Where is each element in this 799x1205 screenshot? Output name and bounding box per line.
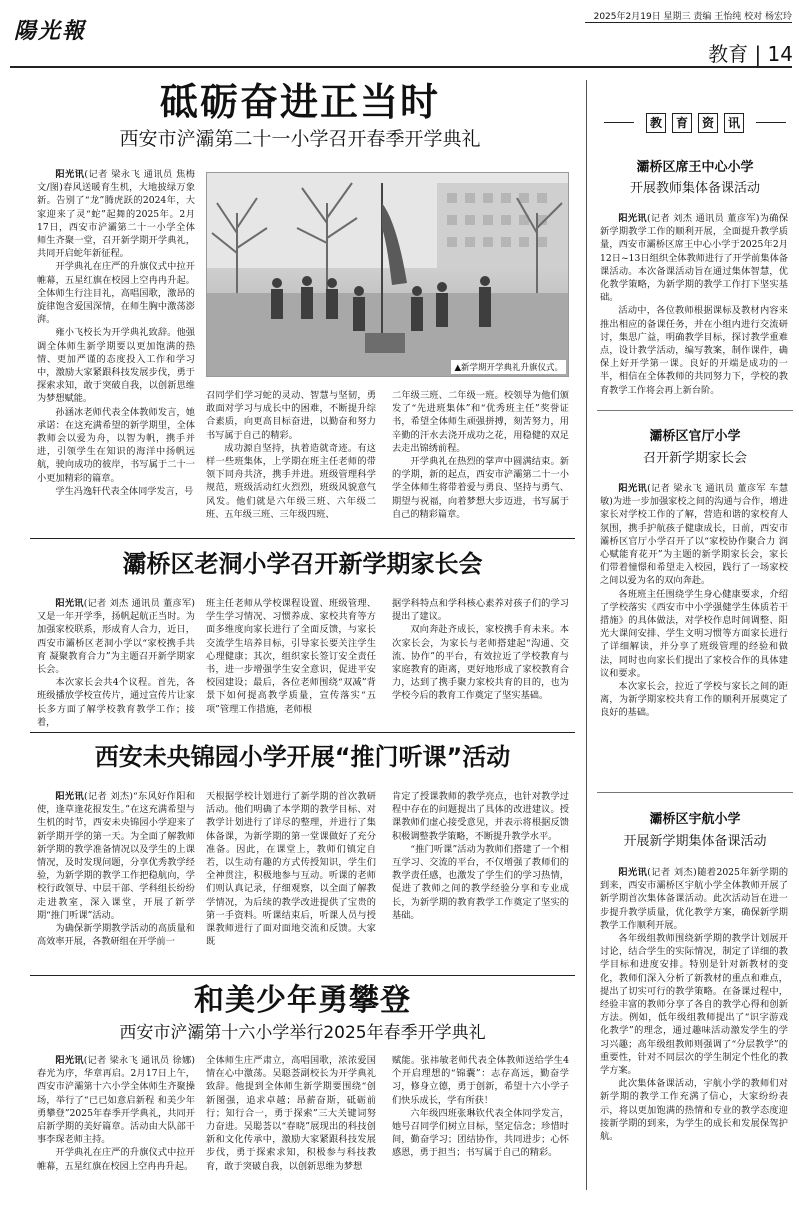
article3-para: 为确保新学期教学活动的高质量和高效率开展，各教研组在开学前一 [37,923,195,948]
main-article-col2 [206,389,376,521]
article2-para: 双向奔赴齐成长，家校携手育未来。本次家长会，为家长与老师搭建起“沟通、交流、协作”的平台，有效拉近了学校教育与家庭教育的距离，更好地形成了家校教育合力，达到了携手聚力家校共育的目的，也为学校今后的教育工作奠定了坚实基础。 [392,624,569,702]
article2-title: 灞桥区老洞小学召开新学期家长会 [122,550,483,578]
top-rule [10,66,792,68]
main-article-para: 雍小飞校长为开学典礼致辞。他强调全体师生新学期要以更加饱满的热情、更加严谨的态度投入工作和学习中，激励大家紧跟科技发展步伐，勇于探索求知，敢于突破自我，以创新思维为梦想赋能。 [37,327,195,405]
sidebar-item-subtitle: 开展教师集体备课活动 [629,181,760,196]
byline-note: (记者 梁永飞 通讯员 董彦军 车慧敏) [600,483,789,508]
section-label: 教育 | 14 [708,42,793,66]
byline-note: (记者 梁永飞 通讯员 徐娜) [83,1055,195,1066]
sidebar-header-char: 育 [672,113,692,133]
sidebar-item-body [600,212,788,397]
sidebar-divider [597,792,793,793]
article3-para: 阳光讯(记者 刘杰)“东风好作阳和使，逢草逢花报发生。”在这充满希望与生机的时节，西安未央锦园小学迎来了新学期开学的第一天。为全面了解教师新学期的教学准备情况以及学生的上课情况，及时发现问题，分享优秀教学经验，为新学期的教学工作把稳航向，学校行政领导、中层干部、学科组长纷纷走进教室，深入课堂，开展了新学期“推门听课”活动。 [37,791,196,921]
main-article-subtitle: 西安市浐灞第二十一小学召开春季开学典礼 [119,128,481,150]
main-article-para: 阳光讯(记者 梁永飞 通讯员 焦梅文/图)春风送暖育生机，大地披绿万象新。告别了“龙”腾虎跃的2024年，大家迎来了灵“蛇”起舞的2025年。2月17日，西安市浐灞第二十一小学全体师生齐聚一堂，召开新学期开学典礼，共同开启蛇年新征程。 [37,169,196,260]
byline: 阳光讯 [55,598,84,609]
main-article-para: 二年级三班、二年级一班。校领导为他们颁发了“先进班集体”和“优秀班主任”奖誉证书，希望全体师生顽强拼搏，刻苦努力，用辛勤的汗水去浇开成功之花，用稳健的双足去走出锦绣前程。 [392,390,569,454]
article3-col2 [206,790,376,948]
photo-caption: ▲新学期开学典礼升旗仪式。 [451,360,566,374]
article4-para: 全体师生庄严肃立，高唱国歌，浓浓爱国情在心中激荡。吴聪荟副校长为开学典礼致辞。他提到全体师生新学期要围绕“创新图强，追求卓越；昂薪奋斯，砥砺前行；知行合一，勇于探索”三大关键词努力奋进。吴聪荟以“春晓”展现出的科技创新和文化传承中，激励大家紧跟科技发展步伐，勇于探索求知，积极参与科技教育，敢于突破自我，以创新思维为梦想 [206,1055,376,1172]
byline: 阳光讯 [618,213,647,224]
sidebar-item-body [600,482,788,720]
article3-title: 西安未央锦园小学开展“推门听课”活动 [94,743,511,771]
sidebar-item-title: 灞桥区宇航小学 [649,812,741,827]
sidebar-para: 阳光讯(记者 梁永飞 通讯员 董彦军 车慧敏)为进一步加强家校之间的沟通与合作，增进家长对学校工作的了解，营造和谐的家校育人氛围，携手护航孩子健康成长，日前，西安市灞桥区官厅小学召开了以“家校协作聚合力 润心赋能育花开”为主题的新学期家长会，家长们带着憧憬和希望走入校园，践行了一场家校之间以爱为名的双向奔赴。 [600,483,789,587]
byline-note: (记者 刘杰) [647,867,697,878]
main-article-para: 成功源自坚持，执着造就奇迹。有这样一些班集体，上学期在班主任老师的带领下同舟共济，携手并进。班级管理科学规范，班级活动红火烈烈，班级风貌意气风发。他们就是六年级三班、六年级二班、五年级三班、三年级四班、 [206,442,376,520]
article2-col1 [37,597,195,729]
flag-ceremony-photo [206,172,569,377]
page-number: 14 [767,42,793,66]
sidebar-header-char: 讯 [724,113,744,133]
article4-col2 [206,1054,376,1173]
main-article-para: 开学典礼在庄严的升旗仪式中拉开帷幕，五星红旗在校园上空冉冉升起。全体师生行注目礼，高唱国歌，激昂的旋律饱含爱国深情，在师生胸中激荡澎湃。 [37,261,195,326]
article2-para: 班主任老师从学校课程设置、班级管理、学生学习情况、习惯养成、家校共育等方面多维度向家长进行了全面反馈，与家长交流学生培养目标，引导家长要关注学生心理健康；其次，组织家长签订安全责任书，进一步增强学生安全意识，促进平安校园建设；最后，各位老师围绕“双减”背景下如何提高教学质量，宣传落实“五项”管理工作措施，老师根 [206,598,376,715]
article4-para: 阳光讯(记者 梁永飞 通讯员 徐娜)春光为序，华章再启。2月17日上午，西安市浐灞第十六小学全体师生齐聚操场，举行了“已已如意启新程 和美少年勇攀登”2025年春季开学典礼，共同开启新学期的美好篇章。活动由大队部干事李琛老师主持。 [37,1055,195,1146]
column-divider [586,80,587,1190]
sidebar-item-subtitle: 开展新学期集体备课活动 [623,834,767,849]
article3-para: 天根据学校计划进行了新学期的首次教研活动。他们明确了本学期的教学目标、对教学计划进行了详尽的整理，并进行了集体备课，为新学期的第一堂课做好了充分准备。因此，在课堂上，教师们镇定自若，以生动有趣的方式传授知识，学生们全神贯注，积极地参与互动。听课的老师们则认真记录，仔细观察，以全面了解教学情况，为后续的教学改进提供了宝贵的第一手资料。听课结束后，听课人员与授课教师进行了面对面地交流和反馈。大家既 [206,791,376,948]
sidebar-header [597,112,793,133]
byline: 阳光讯 [55,1055,84,1066]
header-info: 2025年2月19日 星期三 责编 王怡纯 校对 杨宏玲 [593,12,792,22]
flag-ceremony-illustration [207,173,569,377]
sidebar-divider [597,410,793,411]
article3-col1 [37,790,195,948]
sidebar-para: 阳光讯(记者 刘杰 通讯员 董彦军)为确保新学期教学工作的顺利开展，全面提升教学质量，西安市灞桥区席王中心小学于2025年2月12日~13日组织全体教师进行了开学前集体备课活动。本次备课活动旨在通过集体智慧，优化教学策略，为新学期的教学工作打下坚实基础。 [600,213,789,304]
byline-note: (记者 刘杰) [84,791,134,802]
article2-para: 阳光讯(记者 刘杰 通讯员 董彦军)又是一年开学季，扬帆起航正当时。为加强家校联系，形成育人合力，近日，西安市灞桥区老洞小学以“家校携手共育 凝聚教育合力”为主题召开新学期家长会。 [37,598,195,676]
main-article-col1 [37,168,195,498]
byline: 阳光讯 [618,483,648,494]
sidebar-header-char: 资 [698,113,718,133]
article4-para: 赋能。张祎敏老师代表全体教师送给学生4个开启理想的“锦囊”：志存高远，勤奋学习，修身立德，勇于创新，希望十六小学子们快乐成长，学有所获！ [392,1055,569,1106]
byline: 阳光讯 [55,169,85,180]
article4-para: 开学典礼在庄严的升旗仪式中拉开帷幕，五星红旗在校园上空冉冉升起。 [37,1147,195,1172]
article2-col2 [206,597,376,716]
article4-subtitle: 西安市浐灞第十六小学举行2025年春季开学典礼 [119,1023,486,1043]
article4-col1 [37,1054,195,1173]
byline: 阳光讯 [618,867,648,878]
article4-para: 六年级四班张琳钦代表全体同学发言，她号召同学们树立目标，坚定信念；珍惜时间，勤奋学习；团结协作，共同进步；心怀感恩，勇于担当；书写属于自己的精彩。 [392,1107,569,1159]
section-name: 教育 [708,42,749,66]
main-article-para: 召同学们学习蛇的灵动、智慧与坚韧，勇敢面对学习与成长中的困难，不断提升综合素质，向更高目标奋进，以勤奋和努力书写属于自己的精彩。 [206,390,376,441]
sidebar-item-subtitle: 召开新学期家长会 [642,451,747,466]
sidebar-para: 活动中，各位教师根据课标及教材内容来推出相应的备课任务，并在小组内进行交流研讨，集思广益，明确教学目标，探讨教学重难点，设计教学活动，编写教案，制作课件，确保上好开学第一课。良好的开端是成功的一半，相信在全体教师的共同努力下，学校的教育教学工作将会再上新台阶。 [600,305,788,396]
byline-note: (记者 刘杰 通讯员 董彦军) [646,213,760,224]
byline-note: (记者 刘杰 通讯员 董彦军) [83,598,195,609]
sidebar-item-title: 灞桥区席王中心小学 [636,160,754,175]
article3-para: 肯定了授课教师的教学亮点，也针对教学过程中存在的问题提出了具体的改进建议。授课教师们虚心接受意见，并表示将根据反馈积极调整教学策略，不断提升教学水平。 [392,791,569,842]
header-rule [585,22,792,23]
sidebar-para: 各班班主任围绕学生身心健康要求，介绍了学校落实《西安市中小学强健学生体质若干措施》的具体做法，对学校作息时间调整、阳光大课间安排、学生文明习惯等方面家长进行了详细解读，并分享了班级管理的经验和做法，同时也向家长们提出了家校合作的具体建议和要求。 [600,588,788,679]
article3-col3 [392,790,569,922]
article3-para: “推门听课”活动为教师们搭建了一个相互学习、交流的平台，不仅增强了教师们的教学责任感，也激发了学生们的学习热情，促进了教师之间的教学经验分享和专业成长，为新学期的教育教学工作奠定了坚实的基础。 [392,843,569,921]
sidebar-para: 各年级组教师围绕新学期的教学计划展开讨论，结合学生的实际情况，制定了详细的教学目标和进度安排。特别是针对新教材的变化，教师们深入分析了新教材的重点和难点，提出了切实可行的教学策略。在备课过程中，经验丰富的教师分享了各自的教学心得和创新方法。例如，低年级组教师提出了“识字游戏化教学”的理念，通过趣味活动激发学生的学习兴趣；高年级组教师则强调了“分层教学”的重要性，针对不同层次的学生制定个性化的教学方案。 [600,933,788,1077]
byline-note: (记者 梁永飞 通讯员 焦梅文/图) [37,169,195,194]
sidebar-para: 阳光讯(记者 刘杰)随着2025年新学期的到来，西安市灞桥区宇航小学全体教师开展了新学期首次集体备课活动。此次活动旨在进一步提升教学质量，优化教学方案，确保新学期教学工作顺利开展。 [600,867,789,931]
sidebar-header-char: 教 [646,113,666,133]
sidebar-para: 此次集体备课活动，宇航小学的教师们对新学期的教学工作充满了信心，大家纷纷表示，将以更加饱满的热情和专业的教学态度迎接新学期的到来，为学生的成长和发展保驾护航。 [600,1078,788,1143]
main-article-para: 开学典礼在热烈的掌声中圆满结束。新的学期，新的起点，西安市浐灞第二十一小学全体师生将带着爱与勇良、坚持与勇气、期望与祝福，向着梦想大步迈进，书写属于自己的精彩篇章。 [392,456,569,520]
main-article-title: 砥砺奋进正当时 [159,80,440,124]
sidebar-item-body [600,866,788,1143]
masthead-logo: 陽光報 [14,18,87,44]
byline: 阳光讯 [55,791,85,802]
article4-title: 和美少年勇攀登 [194,983,411,1018]
sidebar-item-title: 灞桥区官厅小学 [649,429,741,444]
article-divider [30,732,575,733]
article2-para: 本次家长会共4个议程。首先，各班级播放学校宣传片，通过宣传片让家长多方面了解学校教育教学工作；接着， [37,677,195,728]
sidebar-para: 本次家长会，拉近了学校与家长之间的距离，为新学期家校共育工作的顺利开展奠定了良好的基础。 [600,681,788,719]
article2-col3 [392,597,569,703]
main-article-para: 学生冯逸轩代表全体同学发言，号 [55,485,194,497]
main-article-col3 [392,389,569,521]
main-article-para: 孙涵冰老师代表全体教师发言，她承诺：在这充满希望的新学期里，全体教师会以爱为舟，以智为帆，携手并进，引领学生在知识的海洋中扬帆远航，驶向成功的彼岸，书写属于二十一小更加精彩的篇章。 [37,406,195,484]
article-divider [30,538,575,539]
article2-para: 据学科特点和学科核心素养对孩子们的学习提出了建议。 [392,598,569,623]
article-divider [30,975,575,976]
article4-col3 [392,1054,569,1160]
